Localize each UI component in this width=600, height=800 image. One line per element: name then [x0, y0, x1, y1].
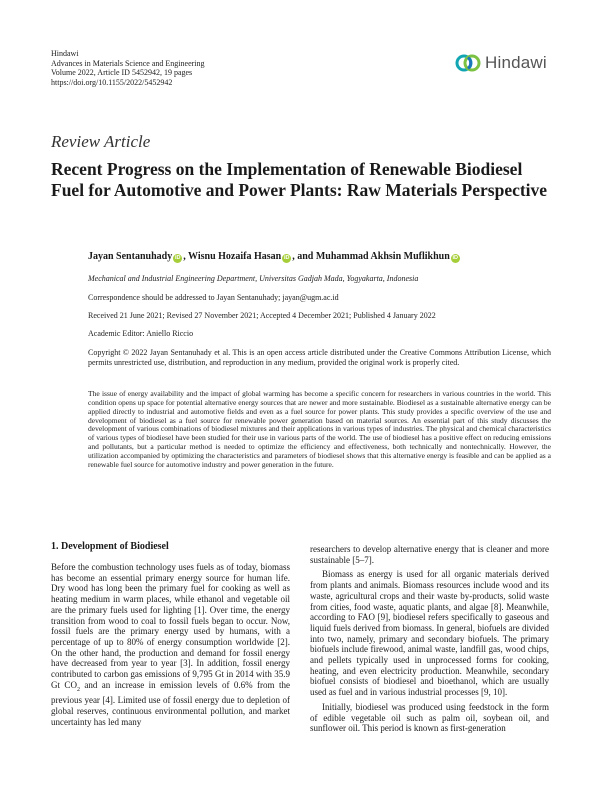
section-heading: 1. Development of Biodiesel [51, 541, 169, 552]
journal-name: Advances in Materials Science and Engineering [51, 58, 205, 68]
author-list [88, 251, 461, 263]
author-separator: , and [292, 251, 316, 262]
body-paragraph: Biomass as energy is used for all organic materials derived from plants and animals. Biomass resources include wood and its waste, agricultural crops and their waste by-products, solid waste from cities, food waste, aquatic plants, and algae [8]. Meanwhile, according to FAO [9], biodiesel refers specifically to gaseous and liquid fuels derived from biomass. In general, biofuels are divided into two, namely, primary and secondary biofuels. The primary biofuels include firewood, animal waste, landfill gas, wood chips, and pellets typically used in unprocessed forms for cooking, heating, and even electricity production. Meanwhile, secondary biofuel consists of biodiesel and bioethanol, which are usually used as fuel and in various industrial processes [9, 10]. [310, 569, 549, 698]
author-name[interactable]: Wisnu Hozaifa Hasan [188, 251, 282, 262]
abstract: The issue of energy availability and the impact of global warming has become a specific concern for researchers in various countries in the world. This condition opens up space for potential alternative energy sources that are newer and more sustainable. Biodiesel as a sustainable alternative energy can be applied directly to industrial and automotive fields and even as a fuel source for power plants. This study provides a specific overview of the use and development of biodiesel as a fuel source for renewable power generation based on material sources. An essential part of this study discusses the development of various combinations of biodiesel mixtures and their applications in various types of industries. The physical and chemical characteristics of various types of biodiesel have been studied for their use in various parts of the world. The use of biodiesel has a positive effect on reducing emissions and pollutants, but a particular method is needed to optimize the efficiency and effectiveness, both technically and nontechnically. However, the utilization accompanied by optimizing the characteristics and parameters of biodiesel shows that this alternative energy is feasible and can be applied as a renewable fuel source for automotive industry and power generation in the future. [88, 389, 551, 469]
paragraph-text: Before the combustion technology uses fuels as of today, biomass has become an essential primary energy source for human life. Dry wood has long been the primary fuel for cooking as well as heating medium in warm places, while ethanol and vegetable oil are the primary fuels used for lighting [1]. Over time, the energy transition from wood to coal to fossil fuels began to occur. Now, fossil fuels are the primary energy used by humans, with a percentage of up to 80% of energy consumption worldwide [2]. On the other hand, the production and demand for fossil energy have decreased from year to year [3]. In addition, fossil energy contributed to carbon gas emissions of 9,795 Gt in 2014 with 35.9 Gt CO [51, 562, 290, 690]
publisher-name: Hindawi [51, 49, 79, 58]
paragraph-text: and an increase in emission levels of 0.6% from the previous year [4]. Limited use of fossil energy due to depletion of global reserves, continuous environmental pollution, and market uncertainty has led many [51, 679, 290, 727]
co2-subscript: 2 [76, 686, 80, 693]
author-separator: , [183, 251, 189, 262]
orcid-icon[interactable]: iD [452, 255, 459, 261]
orcid-icon[interactable]: iD [174, 255, 181, 261]
author-name[interactable]: Muhammad Akhsin Muflikhun [315, 251, 450, 262]
hindawi-logo-icon [455, 52, 481, 74]
hindawi-logo[interactable] [455, 49, 555, 77]
copyright-notice: Copyright © 2022 Jayan Sentanuhady et al. This is an open access article distributed under the Creative Commons Attribution License, which permits unrestricted use, distribution, and reproduction in any medium, provided the original work is properly cited. [88, 348, 551, 367]
doi-link[interactable]: https://doi.org/10.1155/2022/5452942 [51, 77, 173, 87]
article-type: Review Article [51, 132, 151, 151]
orcid-icon[interactable]: iD [283, 255, 290, 261]
right-column [310, 544, 549, 734]
logo-text: Hindawi [485, 53, 547, 72]
article-title: Recent Progress on the Implementation of Renewable Biodiesel Fuel for Automotive and Power Plants: Raw Materials Perspective [51, 159, 548, 200]
publication-dates: Received 21 June 2021; Revised 27 November 2021; Accepted 4 December 2021; Published 4 January 2022 [88, 311, 436, 320]
academic-editor: Academic Editor: Aniello Riccio [88, 329, 194, 338]
volume-line: Volume 2022, Article ID 5452942, 19 pages [51, 68, 193, 78]
body-paragraph [51, 562, 290, 727]
affiliation: Mechanical and Industrial Engineering Department, Universitas Gadjah Mada, Yogyakarta, Indonesia [88, 274, 419, 283]
left-column [51, 541, 290, 727]
body-paragraph: Initially, biodiesel was produced using feedstock in the form of edible vegetable oil such as palm oil, soybean oil, and sunflower oil. This period is known as first-generation [310, 701, 549, 734]
author-name[interactable]: Jayan Sentanuhady [88, 251, 173, 262]
journal-info [51, 49, 205, 87]
correspondence: Correspondence should be addressed to Jayan Sentanuhady; jayan@ugm.ac.id [88, 293, 339, 302]
body-paragraph: researchers to develop alternative energy that is cleaner and more sustainable [5–7]. [310, 544, 549, 565]
